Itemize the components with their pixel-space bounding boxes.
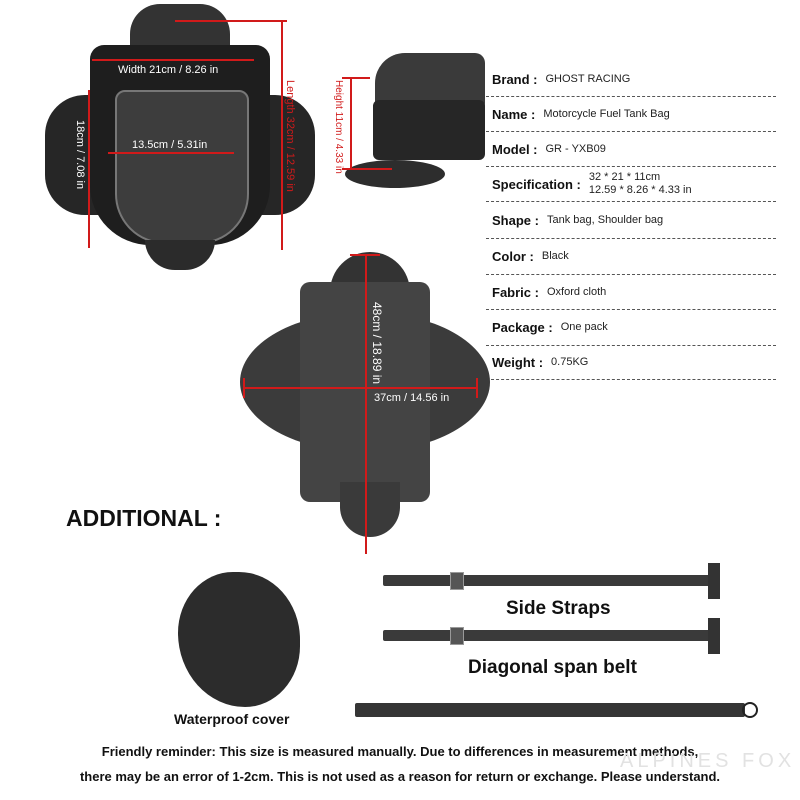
spec-table <box>486 62 776 380</box>
spec-value-group <box>589 171 692 197</box>
spec-value: 32 * 21 * 11cm <box>588 171 661 183</box>
spec-label: Weight : <box>492 355 544 370</box>
belt-hook-icon <box>742 702 758 718</box>
spec-value: Black <box>541 250 569 262</box>
diagonal-belt-image <box>355 703 745 717</box>
length-tick-top <box>175 20 287 22</box>
side-strap-image-1 <box>383 575 713 586</box>
strap-buckle-1 <box>450 572 464 590</box>
bottom-length-measure-line <box>365 254 367 554</box>
spec-label: Specification : <box>492 176 581 192</box>
height-measure-line <box>350 77 352 169</box>
spec-row-fabric <box>486 275 776 310</box>
spec-label: Name : <box>492 106 536 122</box>
height-label: Height 11cm / 4.33 in <box>333 80 344 174</box>
spec-row-model <box>486 132 776 167</box>
side-height-label: 18cm / 7.08 in <box>74 120 86 190</box>
width-measure-line <box>92 59 254 61</box>
spec-value: 0.75KG <box>551 356 589 368</box>
strap-buckle-2 <box>450 627 464 645</box>
bottom-length-tick-top <box>350 254 380 256</box>
watermark-logo: ALPINES FOX <box>620 750 796 772</box>
bottom-width-tick-left <box>243 378 245 398</box>
spec-label: Model : <box>492 141 538 157</box>
spec-row-package <box>486 310 776 346</box>
length-label: Length 32cm / 12.59 in <box>284 80 296 192</box>
length-measure-line <box>281 20 283 250</box>
window-measure-line <box>108 152 234 154</box>
waterproof-cover-image <box>178 572 300 707</box>
spec-value: Oxford cloth <box>546 285 607 298</box>
spec-row-brand <box>486 62 776 97</box>
side-height-measure-line <box>88 90 90 248</box>
footer-reminder-line-1: Friendly reminder: This size is measured manually. Due to differences in measurement methods, <box>101 744 699 759</box>
additional-heading: ADDITIONAL : <box>66 505 222 531</box>
spec-row-name <box>486 97 776 132</box>
width-label: Width 21cm / 8.26 in <box>118 64 219 76</box>
spec-label: Shape : <box>492 212 539 228</box>
height-tick-bottom <box>342 168 392 170</box>
side-view-bag-image <box>345 45 485 195</box>
spec-row-specification <box>486 167 776 202</box>
bottom-width-tick-right <box>476 378 478 398</box>
spec-value: One pack <box>560 321 608 333</box>
spec-value: Tank bag, Shoulder bag <box>546 213 664 226</box>
waterproof-cover-label: Waterproof cover <box>174 711 290 727</box>
bottom-width-measure-line <box>243 387 478 389</box>
side-strap-end-2 <box>708 618 720 654</box>
bottom-width-label: 37cm / 14.56 in <box>374 392 450 404</box>
spec-value: Motorcycle Fuel Tank Bag <box>543 107 670 120</box>
height-tick-top <box>342 77 370 79</box>
spec-value: GR - YXB09 <box>545 142 606 155</box>
footer-reminder-line-2: there may be an error of 1-2cm. This is not used as a reason for return or exchange. Please understand. <box>79 769 721 784</box>
spec-label: Brand : <box>492 71 538 87</box>
spec-row-weight <box>486 346 776 380</box>
diagonal-belt-label: Diagonal span belt <box>468 657 637 678</box>
spec-row-color <box>486 239 776 275</box>
bottom-length-label: 48cm / 18.89 in <box>370 302 384 385</box>
window-width-label: 13.5cm / 5.31in <box>132 139 208 151</box>
spec-row-shape <box>486 202 776 239</box>
side-strap-image-2 <box>383 630 713 641</box>
side-straps-label: Side Straps <box>506 598 611 619</box>
spec-label: Fabric : <box>492 284 539 300</box>
spec-value: GHOST RACING <box>545 72 631 85</box>
spec-label: Color : <box>492 249 534 264</box>
spec-value-inches: 12.59 * 8.26 * 4.33 in <box>588 184 692 196</box>
spec-label: Package : <box>492 320 553 335</box>
side-strap-end-1 <box>708 563 720 599</box>
